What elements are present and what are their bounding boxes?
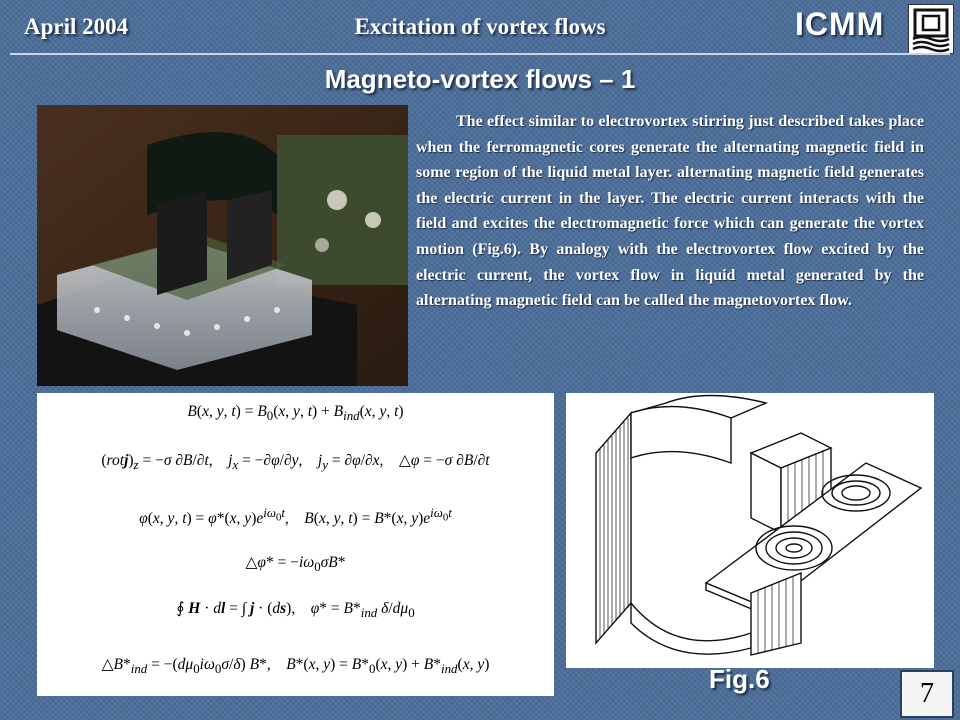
header-org: ICMM: [795, 6, 885, 42]
header-title: Excitation of vortex flows: [354, 14, 606, 39]
equation-4: △φ* = $-i\omega_0\sigma B*$: [245, 554, 346, 575]
equation-6: $\triangle B*_{ind} = -(d\mu_0i\omega_0\sigma/\delta)$ B*, B*(x, $y) = B*_0(x$, $y) + B*_{ind}(x$, y): [101, 656, 490, 677]
equation-1: B(x, y, $t) = B_0(x$, y, $t) + B_{ind}(x$, y, t): [187, 403, 404, 424]
magnetic-core-diagram: [566, 393, 934, 668]
body-paragraph: The effect similar to electrovortex stirring just described takes place when the ferromagnetic cores generate the alternating magnetic field in some region of the liquid metal layer. alternating magnetic field generates the electric current in the layer. The electric current interacts with the field and excites the electromagnetic force which can generate the vortex motion (Fig.6). By analogy with the electrovortex flow excited by the electric current, the vortex flow in liquid metal generated by the alternating magnetic field can be called the magnetovortex flow.: [416, 113, 924, 310]
figure-caption: Fig.6: [709, 664, 770, 694]
equation-2: $(rotj)_z = -\sigma$ ∂B/∂t, $j_x = -\partial\varphi/\partial y$, $j_y = \partial\varphi/\partial x$, △φ = −σ ∂B/∂t: [101, 452, 490, 473]
equation-5: ∮ H · dl = ∫ j · (ds), $\varphi* = B*_{ind}$ $\delta/d\mu_0$: [176, 600, 415, 621]
institute-logo: [908, 4, 954, 54]
slide-title: Magneto-vortex flows – 1: [324, 64, 636, 94]
page-number: 7: [900, 670, 954, 718]
figure-6-panel: [566, 393, 934, 668]
header-divider: [10, 53, 950, 55]
equation-3: φ(x, y, t) = φ*(x, $y)e^{i\omega_0t}$, B(x, y, t) = B*(x, $y)e^{i\omega_0t}$: [139, 505, 452, 528]
header-date: April 2004: [24, 14, 129, 39]
equations-panel: [37, 393, 554, 696]
apparatus-photo: [37, 105, 408, 386]
